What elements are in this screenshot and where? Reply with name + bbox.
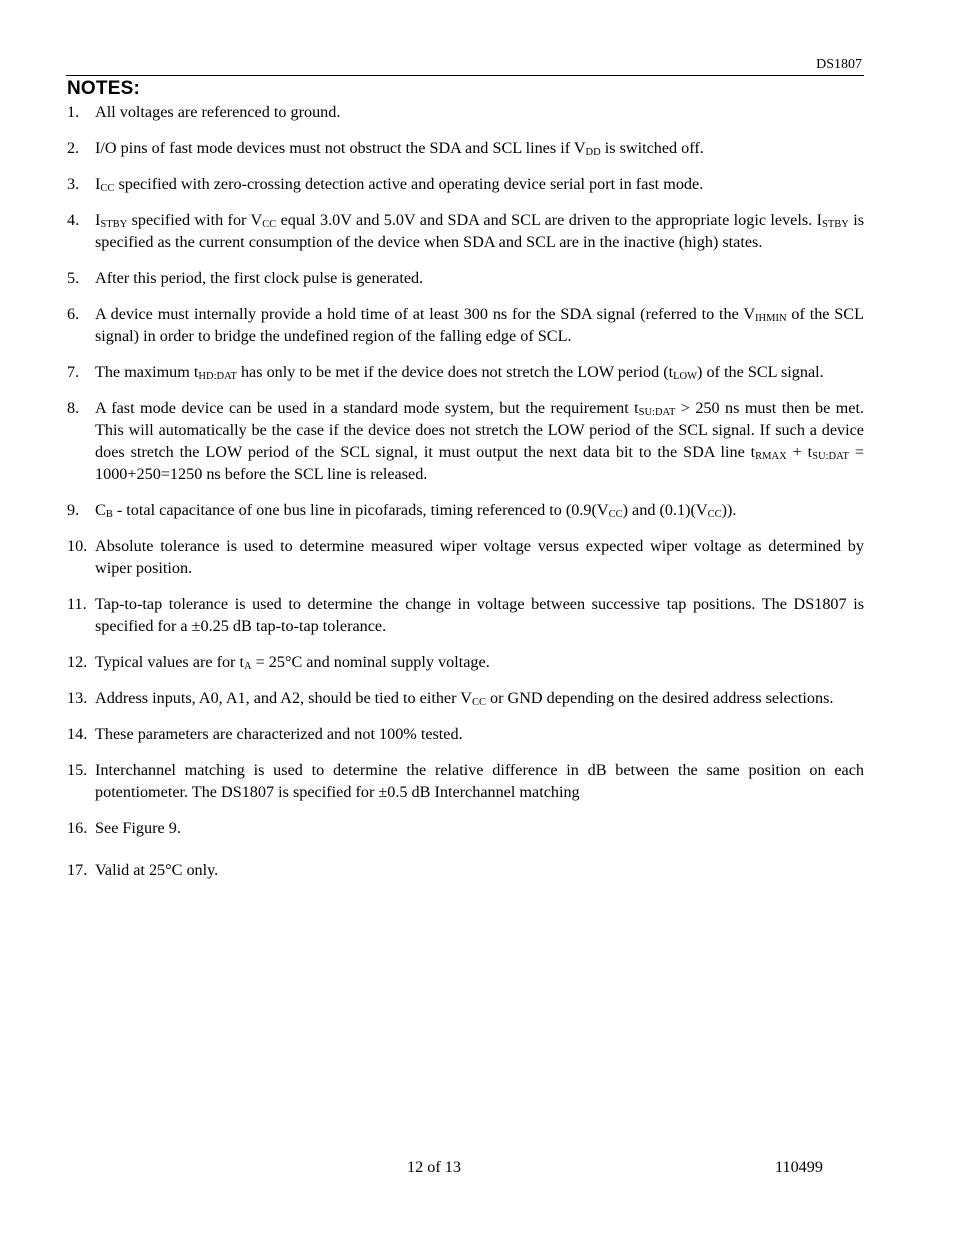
note-text: The maximum t [95,363,199,381]
note-15 [67,759,864,803]
subscript: CC [100,183,115,194]
note-number: 9. [67,501,80,519]
note-text: All voltages are referenced to ground. [95,103,341,121]
note-text: + t [786,443,813,461]
note-number: 1. [67,103,80,121]
note-number: 14. [67,725,88,743]
note-17 [67,859,864,881]
note-text: is specified as the current consumption of the device when SDA and SCL are in the inactive (high) states. [95,211,864,251]
note-text: Tap-to-tap tolerance is used to determine the change in voltage between successive tap positions. The DS1807 is specified for a ±0.25 dB tap-to-tap tolerance. [95,595,864,635]
note-text: Absolute tolerance is used to determine measured wiper voltage versus expected wiper voltage as determined by wiper position. [95,537,864,577]
note-text: - total capacitance of one bus line in picofarads, timing referenced to (0.9(V [112,501,609,519]
note-text: A device must internally provide a hold time of at least 300 ns for the SDA signal (referred to the V [95,305,756,323]
document-id: DS1807 [816,57,862,72]
note-text: specified with for V [127,211,263,229]
note-10 [67,535,864,579]
note-text: After this period, the first clock pulse is generated. [95,269,424,287]
note-11 [67,593,864,637]
subscript: STBY [821,219,849,230]
note-4 [67,209,864,253]
subscript: STBY [100,219,128,230]
subscript: A [243,661,252,672]
note-text: Address inputs, A0, A1, and A2, should be tied to either V [95,689,472,707]
note-13 [67,687,864,709]
subscript: CC [471,697,486,708]
subscript: SU:DAT [812,451,849,462]
note-number: 11. [67,595,87,613]
note-text: I [95,175,101,193]
note-text: is switched off. [600,139,704,157]
note-number: 12. [67,653,88,671]
note-text: specified with zero-crossing detection active and operating device serial port in fast mode. [114,175,704,193]
note-text: has only to be met if the device does not stretch the LOW period (t [236,363,674,381]
subscript: CC [608,509,623,520]
note-number: 7. [67,363,80,381]
note-text: or GND depending on the desired address selections. [485,689,834,707]
note-text: = 25°C and nominal supply voltage. [251,653,490,671]
note-text: A fast mode device can be used in a standard mode system, but the requirement t [95,399,639,417]
note-7 [67,361,864,383]
note-number: 15. [67,761,88,779]
note-text: See Figure 9. [95,819,181,837]
header-rule [66,75,864,76]
note-number: 13. [67,689,88,707]
note-number: 6. [67,305,80,323]
note-text: equal 3.0V and 5.0V and SDA and SCL are driven to the appropriate logic levels. I [276,211,822,229]
note-text: I [95,211,101,229]
note-text: )). [721,501,737,519]
note-number: 8. [67,399,80,417]
note-number: 4. [67,211,80,229]
note-text: > 250 ns must then be met. This will automatically be the case if the device does not stretch the LOW period of the SCL signal. If such a device does stretch the LOW period of the SCL signal, it must output the next data bit to the SDA line t [95,399,864,461]
note-text: I/O pins of fast mode devices must not obstruct the SDA and SCL lines if V [95,139,586,157]
note-16 [67,817,864,839]
note-number: 17. [67,861,88,879]
subscript: RMAX [755,451,787,462]
note-text: These parameters are characterized and not 100% tested. [95,725,463,743]
note-text: Typical values are for t [95,653,244,671]
note-number: 3. [67,175,80,193]
note-5 [67,267,864,289]
note-text: of the SCL signal) in order to bridge the undefined region of the falling edge of SCL. [95,305,864,345]
subscript: IHMIN [755,313,787,324]
note-text: Valid at 25°C only. [95,861,219,879]
note-3 [67,173,864,195]
note-6 [67,303,864,347]
note-number: 5. [67,269,80,287]
subscript: B [105,509,113,520]
subscript: CC [707,509,722,520]
note-text: = 1000+250=1250 ns before the SCL line is released. [95,443,864,483]
subscript: HD:DAT [198,371,237,382]
subscript: SU:DAT [638,407,676,418]
note-8 [67,397,864,485]
subscript: CC [262,219,277,230]
note-number: 2. [67,139,80,157]
note-1 [67,101,864,123]
note-text: Interchannel matching is used to determine the relative difference in dB between the same position on each potentiometer. The DS1807 is specified for ±0.5 dB Interchannel matching [95,761,864,801]
subscript: DD [585,147,601,158]
page-number: 12 of 13 [407,1158,461,1176]
note-9 [67,499,864,521]
note-2 [67,137,864,159]
note-number: 16. [67,819,88,837]
note-text: C [95,501,106,519]
notes-heading: NOTES: [67,78,140,99]
note-text: ) of the SCL signal. [697,363,824,381]
note-number: 10. [67,537,88,555]
note-text: ) and (0.1)(V [622,501,708,519]
document-code: 110499 [775,1158,823,1176]
note-12 [67,651,864,673]
notes-list [67,101,864,895]
note-14 [67,723,864,745]
subscript: LOW [673,371,698,382]
